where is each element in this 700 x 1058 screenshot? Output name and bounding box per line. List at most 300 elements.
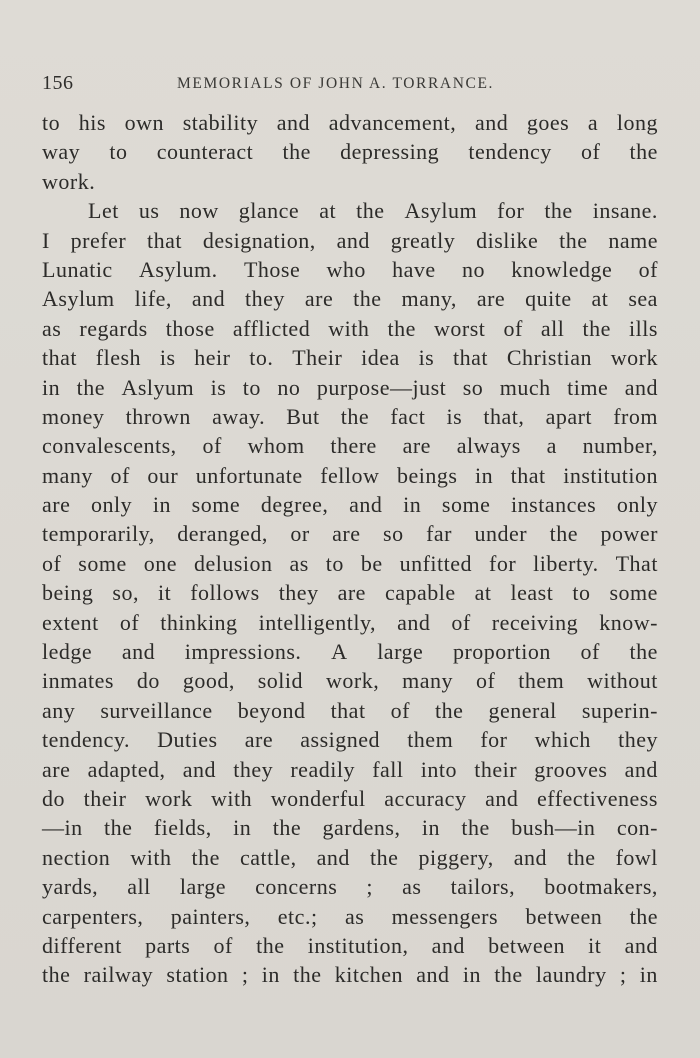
word: the <box>582 315 611 341</box>
word: prefer <box>70 227 127 253</box>
word: only <box>616 492 658 518</box>
word: ; <box>366 874 374 900</box>
word: in <box>403 492 422 518</box>
text-line <box>42 137 658 166</box>
word: and <box>624 374 658 400</box>
word: bootmakers, <box>544 874 658 900</box>
word: messengers <box>391 903 499 929</box>
word: thinking <box>160 609 238 635</box>
word: large <box>179 874 226 900</box>
word: many <box>402 668 454 694</box>
word: that <box>510 462 546 488</box>
word: the <box>435 697 464 723</box>
word: readily <box>290 756 355 782</box>
text-line <box>42 608 658 637</box>
word: ; <box>619 962 627 988</box>
word: and <box>485 785 519 811</box>
word: do <box>136 668 160 694</box>
word: of <box>451 609 471 635</box>
word: they <box>618 727 658 753</box>
word: life, <box>134 286 172 312</box>
word: for <box>480 727 508 753</box>
word: their <box>83 785 127 811</box>
text-line <box>42 255 658 284</box>
word: That <box>615 550 658 576</box>
text-line <box>42 549 658 578</box>
word: in <box>639 962 658 988</box>
word: own <box>124 110 165 135</box>
word: liberty. <box>533 550 599 576</box>
word: station <box>166 962 229 988</box>
word: capable <box>384 580 456 606</box>
word: of <box>475 668 496 694</box>
word: least <box>510 580 554 606</box>
word: that <box>330 697 366 723</box>
word: no <box>461 256 485 282</box>
word: name <box>608 227 658 253</box>
word: general <box>488 697 557 723</box>
word: that <box>453 345 489 371</box>
word: number, <box>582 433 658 459</box>
word: purpose—just <box>316 374 447 400</box>
word: superin- <box>581 697 658 723</box>
word: now <box>179 198 219 224</box>
word: the <box>282 139 311 165</box>
word: for <box>489 550 517 576</box>
word: they <box>233 756 274 782</box>
word: the <box>191 844 220 870</box>
word: idea <box>361 345 400 371</box>
word: to <box>325 550 344 576</box>
word: of <box>581 139 601 165</box>
word: under <box>474 521 528 547</box>
word: But <box>286 403 320 429</box>
word: Aslyum <box>121 374 195 400</box>
text-line <box>42 725 658 754</box>
word: carpenters, <box>42 903 144 929</box>
word: afflicted <box>232 315 311 341</box>
word: of <box>202 433 222 459</box>
word: apart <box>545 403 593 429</box>
word: money <box>42 403 105 429</box>
word: are <box>402 433 431 459</box>
word: Let <box>88 198 119 224</box>
word: they <box>245 286 285 312</box>
word: and <box>624 932 658 958</box>
word: advancement, <box>328 110 457 135</box>
word: regards <box>79 315 148 341</box>
word: parts <box>145 932 191 958</box>
word: the <box>461 815 490 841</box>
word: work <box>610 345 658 371</box>
word: much <box>499 374 551 400</box>
word: intelligently, <box>258 609 377 635</box>
word: with <box>210 785 253 811</box>
word: thrown <box>125 403 191 429</box>
word: is <box>418 345 435 371</box>
word: to <box>109 139 128 165</box>
word: are <box>332 521 361 547</box>
word: laundry <box>535 962 607 988</box>
word: of <box>638 256 658 282</box>
word: many <box>42 462 93 488</box>
word: so <box>462 374 484 400</box>
word: and <box>182 756 216 782</box>
word: Duties <box>157 727 218 753</box>
word: the <box>494 962 523 988</box>
text-line <box>42 578 658 607</box>
word: all <box>540 315 565 341</box>
word: institution, <box>307 932 409 958</box>
text-line <box>42 314 658 343</box>
word: assigned <box>300 727 381 753</box>
word: the <box>370 844 399 870</box>
word: convalescents, <box>42 433 177 459</box>
word: and <box>513 844 548 870</box>
word: his <box>78 110 106 135</box>
word: as <box>402 874 422 900</box>
text-line <box>42 902 658 931</box>
word: know- <box>599 609 658 635</box>
word: at <box>591 286 609 312</box>
word: and <box>316 844 350 870</box>
word: dislike <box>476 227 539 253</box>
word: so <box>383 521 404 547</box>
word: accuracy <box>384 785 467 811</box>
word: are <box>244 727 274 753</box>
word: fellow <box>320 462 380 488</box>
word: Asylum <box>42 286 115 312</box>
word: in <box>261 962 280 988</box>
word: greatly <box>390 227 456 253</box>
word: there <box>330 433 377 459</box>
word: extent <box>42 609 99 635</box>
word: depressing <box>340 139 440 165</box>
word: cattle, <box>239 844 297 870</box>
word: ills <box>628 315 658 341</box>
word: ; <box>241 962 249 988</box>
word: concerns <box>255 874 338 900</box>
word: sea <box>628 286 658 312</box>
word: some <box>191 492 241 518</box>
word: a <box>587 110 599 135</box>
word: whom <box>247 433 305 459</box>
word: follows <box>190 580 260 606</box>
word: beyond <box>237 697 306 723</box>
word: that <box>42 345 77 371</box>
text-line <box>42 813 658 842</box>
word: time <box>567 374 609 400</box>
word: us <box>138 198 160 224</box>
word: the <box>387 315 416 341</box>
word: the <box>353 286 382 312</box>
word: way <box>42 139 81 165</box>
word: is <box>210 374 227 400</box>
word: gardens, <box>322 815 401 841</box>
word: so, <box>112 580 139 606</box>
word: are <box>42 492 71 518</box>
word: of <box>503 315 523 341</box>
word: and <box>624 756 658 782</box>
word: tendency. <box>42 727 130 753</box>
word: institution <box>563 462 658 488</box>
word: are <box>304 286 334 312</box>
word: Asylum <box>404 198 478 224</box>
word: the <box>629 139 658 165</box>
word: the <box>356 198 385 224</box>
word: wonderful <box>270 785 366 811</box>
word: always <box>456 433 521 459</box>
word: do <box>42 785 65 811</box>
body-text <box>42 108 658 990</box>
text-line <box>42 461 658 490</box>
word: them <box>407 727 454 753</box>
word: fact <box>390 403 426 429</box>
word: it <box>588 932 602 958</box>
word: some <box>78 550 127 576</box>
word: is <box>446 403 463 429</box>
word: good, <box>182 668 235 694</box>
word: at <box>319 198 337 224</box>
paragraph-first-line <box>42 196 658 225</box>
word: to <box>572 580 591 606</box>
word: to <box>242 374 261 400</box>
word: designation, <box>202 227 316 253</box>
word: different <box>42 932 122 958</box>
word: Their <box>292 345 343 371</box>
word: they <box>278 580 319 606</box>
word: in <box>42 374 61 400</box>
word: Those <box>243 256 301 282</box>
text-line <box>42 490 658 519</box>
word: the <box>293 962 322 988</box>
word: piggery, <box>418 844 494 870</box>
word: long <box>616 110 658 135</box>
word: and <box>431 932 465 958</box>
word: work, <box>325 668 380 694</box>
word: delusion <box>193 550 273 576</box>
word: without <box>587 668 658 694</box>
word: heir <box>194 345 231 371</box>
word: deranged, <box>177 521 268 547</box>
word: the <box>256 932 285 958</box>
word: the <box>340 403 370 429</box>
word: grooves <box>534 756 608 782</box>
word: and <box>121 639 156 665</box>
word: away. <box>212 403 266 429</box>
word: bush—in <box>511 815 596 841</box>
word: of <box>213 932 233 958</box>
word: of <box>42 550 62 576</box>
text-line <box>42 843 658 872</box>
word: of <box>119 609 140 635</box>
text-line <box>42 696 658 725</box>
word: railway <box>83 962 154 988</box>
word: in <box>152 492 171 518</box>
word: only <box>91 492 133 518</box>
text-line <box>42 343 658 372</box>
word: are <box>476 286 506 312</box>
word: con- <box>616 815 658 841</box>
word: being <box>42 580 94 606</box>
text-line <box>42 226 658 255</box>
word: unfortunate <box>195 462 303 488</box>
word: one <box>143 550 177 576</box>
word: our <box>147 462 179 488</box>
word: of <box>110 462 130 488</box>
word: have <box>392 256 436 282</box>
word: —in <box>42 815 83 841</box>
word: impressions. <box>184 639 302 665</box>
word: between <box>525 903 603 929</box>
word: no <box>277 374 301 400</box>
word: Christian <box>506 345 592 371</box>
word: as <box>289 550 309 576</box>
word: and <box>191 286 226 312</box>
word: is <box>159 345 176 371</box>
word: and <box>416 962 450 988</box>
word: are <box>337 580 366 606</box>
word: the <box>629 903 658 929</box>
page-number: 156 <box>42 72 74 94</box>
word: worst <box>434 315 486 341</box>
word: between <box>488 932 565 958</box>
word: to <box>42 110 61 135</box>
word: instances <box>511 492 597 518</box>
word: goes <box>526 110 570 135</box>
text-line <box>42 872 658 901</box>
word: who <box>326 256 366 282</box>
word: their <box>474 756 518 782</box>
word: be <box>360 550 383 576</box>
text-line <box>42 637 658 666</box>
text-line <box>42 931 658 960</box>
word: surveillance <box>100 697 213 723</box>
word: I <box>42 227 50 253</box>
word: inmates <box>42 668 114 694</box>
word: as <box>344 903 365 929</box>
word: the <box>549 521 578 547</box>
word: fall <box>372 756 404 782</box>
word: are <box>42 756 71 782</box>
word: all <box>127 874 151 900</box>
word: the <box>42 962 71 988</box>
word: degree, <box>260 492 329 518</box>
word: effectiveness <box>537 785 658 811</box>
text-line <box>42 402 658 431</box>
word: any <box>42 697 76 723</box>
word: the <box>544 198 573 224</box>
word: solid <box>257 668 304 694</box>
text-line <box>42 784 658 813</box>
word: etc.; <box>277 903 318 929</box>
word: for <box>497 198 525 224</box>
text-line <box>42 108 658 137</box>
text-line <box>42 666 658 695</box>
word: knowledge <box>511 256 613 282</box>
word: temporarily, <box>42 521 155 547</box>
word: and <box>276 110 311 135</box>
word: yards, <box>42 874 99 900</box>
text-line <box>42 431 658 460</box>
word: receiving <box>491 609 579 635</box>
word: many, <box>401 286 457 312</box>
word: and <box>336 227 370 253</box>
word: stability <box>182 110 259 135</box>
word: fields, <box>153 815 212 841</box>
word: to. <box>249 345 274 371</box>
word: the <box>104 815 133 841</box>
word: those <box>165 315 215 341</box>
word: fowl <box>615 844 658 870</box>
word: with <box>328 315 370 341</box>
word: at <box>474 580 492 606</box>
word: the <box>272 815 302 841</box>
word: insane. <box>592 198 658 224</box>
word: beings <box>396 462 458 488</box>
word: far <box>426 521 452 547</box>
word: and <box>349 492 383 518</box>
word: tailors, <box>450 874 516 900</box>
word: Lunatic <box>42 256 113 282</box>
running-head: MEMORIALS OF JOHN A. TORRANCE. <box>177 75 494 92</box>
word: a <box>546 433 557 459</box>
text-line <box>42 960 658 989</box>
word: tendency <box>468 139 552 165</box>
text-line <box>42 284 658 313</box>
word: some <box>441 492 491 518</box>
word: from <box>613 403 658 429</box>
word: in <box>233 815 252 841</box>
text-line <box>42 373 658 402</box>
word: the <box>559 227 588 253</box>
word: in <box>421 815 440 841</box>
word: with <box>130 844 172 870</box>
word: ledge <box>42 639 93 665</box>
word: kitchen <box>334 962 404 988</box>
word: quite <box>525 286 572 312</box>
word: in <box>462 962 481 988</box>
word: painters, <box>170 903 251 929</box>
word: work <box>145 785 193 811</box>
word: glance <box>238 198 300 224</box>
word: that <box>147 227 182 253</box>
word: the <box>76 374 105 400</box>
word: that, <box>483 403 525 429</box>
text-line <box>42 519 658 548</box>
word: unfitted <box>399 550 473 576</box>
word: large <box>377 639 424 665</box>
word: or <box>290 521 310 547</box>
word: A <box>331 639 348 665</box>
word: power <box>600 521 658 547</box>
word: some <box>609 580 658 606</box>
word: them <box>518 668 565 694</box>
word: Asylum. <box>138 256 218 282</box>
word: adapted, <box>87 756 166 782</box>
text-line: work. <box>42 168 96 194</box>
word: nection <box>42 844 111 870</box>
word: proportion <box>452 639 551 665</box>
word: which <box>534 727 591 753</box>
word: of <box>390 697 410 723</box>
word: as <box>42 315 62 341</box>
word: and <box>397 609 431 635</box>
word: counteract <box>156 139 254 165</box>
word: and <box>474 110 509 135</box>
word: in <box>474 462 494 488</box>
word: the <box>629 639 658 665</box>
